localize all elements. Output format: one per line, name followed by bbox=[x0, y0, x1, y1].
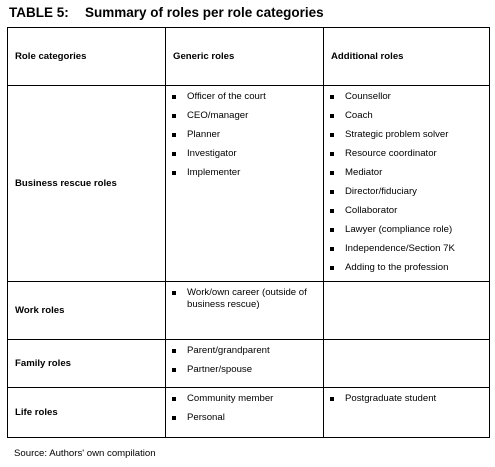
generic-roles-list bbox=[166, 388, 323, 424]
list-item bbox=[330, 110, 485, 122]
generic-roles-list bbox=[166, 282, 323, 311]
list-item-text: Partner/spouse bbox=[187, 364, 253, 375]
generic-roles-cell bbox=[166, 388, 324, 438]
bullet-icon bbox=[330, 114, 334, 118]
list-item bbox=[330, 393, 485, 405]
list-item-text: Lawyer (compliance role) bbox=[345, 224, 453, 235]
bullet-icon bbox=[172, 416, 176, 420]
additional-roles-list bbox=[324, 86, 489, 274]
bullet-icon bbox=[330, 152, 334, 156]
list-item-text: Mediator bbox=[345, 167, 383, 178]
list-item-text: CEO/manager bbox=[187, 110, 249, 121]
list-item-text: Community member bbox=[187, 393, 274, 404]
list-item-text: Coach bbox=[345, 110, 373, 121]
list-item bbox=[172, 91, 319, 103]
list-item bbox=[172, 110, 319, 122]
list-item-text: Parent/grandparent bbox=[187, 345, 270, 356]
category-cell: Business rescue roles bbox=[8, 86, 166, 282]
list-item bbox=[330, 186, 485, 198]
list-item bbox=[330, 205, 485, 217]
table-row-family bbox=[8, 340, 490, 388]
additional-roles-list bbox=[324, 282, 489, 287]
table-row-business-rescue bbox=[8, 86, 490, 282]
bullet-icon bbox=[330, 247, 334, 251]
list-item-text: Officer of the court bbox=[187, 91, 266, 102]
list-item bbox=[330, 224, 485, 236]
additional-roles-cell bbox=[324, 388, 490, 438]
bullet-icon bbox=[330, 190, 334, 194]
source-note: Source: Authors' own compilation bbox=[14, 448, 156, 459]
bullet-icon bbox=[172, 171, 176, 175]
list-item-text: Resource coordinator bbox=[345, 148, 437, 159]
bullet-icon bbox=[172, 291, 176, 295]
bullet-icon bbox=[172, 368, 176, 372]
list-item-text: Implementer bbox=[187, 167, 241, 178]
table-row-life bbox=[8, 388, 490, 438]
table-title: Summary of roles per role categories bbox=[85, 5, 324, 20]
roles-table bbox=[7, 27, 490, 438]
table-number: TABLE 5: bbox=[9, 5, 69, 20]
list-item-text: Planner bbox=[187, 129, 221, 140]
header-additional-roles: Additional roles bbox=[324, 28, 490, 86]
bullet-icon bbox=[330, 171, 334, 175]
list-item-text: Adding to the profession bbox=[345, 262, 449, 273]
bullet-icon bbox=[172, 152, 176, 156]
list-item bbox=[330, 262, 485, 274]
list-item-text: Personal bbox=[187, 412, 225, 423]
list-item-text: Work/own career (outside of business rescue) bbox=[187, 287, 307, 310]
list-item bbox=[172, 393, 319, 405]
additional-roles-list bbox=[324, 388, 489, 405]
generic-roles-cell bbox=[166, 282, 324, 340]
generic-roles-cell bbox=[166, 340, 324, 388]
bullet-icon bbox=[330, 209, 334, 213]
list-item-text: Counsellor bbox=[345, 91, 391, 102]
list-item bbox=[330, 148, 485, 160]
list-item bbox=[172, 412, 319, 424]
bullet-icon bbox=[330, 228, 334, 232]
additional-roles-cell bbox=[324, 86, 490, 282]
bullet-icon bbox=[172, 114, 176, 118]
category-cell: Work roles bbox=[8, 282, 166, 340]
bullet-icon bbox=[330, 95, 334, 99]
table-row-work bbox=[8, 282, 490, 340]
bullet-icon bbox=[330, 397, 334, 401]
list-item-text: Investigator bbox=[187, 148, 237, 159]
list-item bbox=[172, 364, 319, 376]
list-item-text: Strategic problem solver bbox=[345, 129, 449, 140]
bullet-icon bbox=[172, 133, 176, 137]
additional-roles-cell bbox=[324, 282, 490, 340]
generic-roles-list bbox=[166, 340, 323, 376]
generic-roles-cell bbox=[166, 86, 324, 282]
generic-roles-list bbox=[166, 86, 323, 179]
additional-roles-cell bbox=[324, 340, 490, 388]
list-item-text: Director/fiduciary bbox=[345, 186, 417, 197]
bullet-icon bbox=[330, 133, 334, 137]
list-item-text: Postgraduate student bbox=[345, 393, 437, 404]
category-cell: Family roles bbox=[8, 340, 166, 388]
list-item bbox=[330, 91, 485, 103]
additional-roles-list bbox=[324, 340, 489, 345]
list-item bbox=[172, 167, 319, 179]
bullet-icon bbox=[330, 266, 334, 270]
bullet-icon bbox=[172, 349, 176, 353]
bullet-icon bbox=[172, 95, 176, 99]
header-generic-roles: Generic roles bbox=[166, 28, 324, 86]
list-item-text: Independence/Section 7K bbox=[345, 243, 455, 254]
table-caption bbox=[9, 5, 324, 20]
list-item bbox=[172, 287, 319, 311]
list-item bbox=[172, 345, 319, 357]
header-role-categories: Role categories bbox=[8, 28, 166, 86]
category-cell: Life roles bbox=[8, 388, 166, 438]
list-item bbox=[172, 129, 319, 141]
list-item bbox=[330, 167, 485, 179]
bullet-icon bbox=[172, 397, 176, 401]
table-header-row bbox=[8, 28, 490, 86]
list-item bbox=[172, 148, 319, 160]
list-item bbox=[330, 243, 485, 255]
list-item bbox=[330, 129, 485, 141]
list-item-text: Collaborator bbox=[345, 205, 398, 216]
